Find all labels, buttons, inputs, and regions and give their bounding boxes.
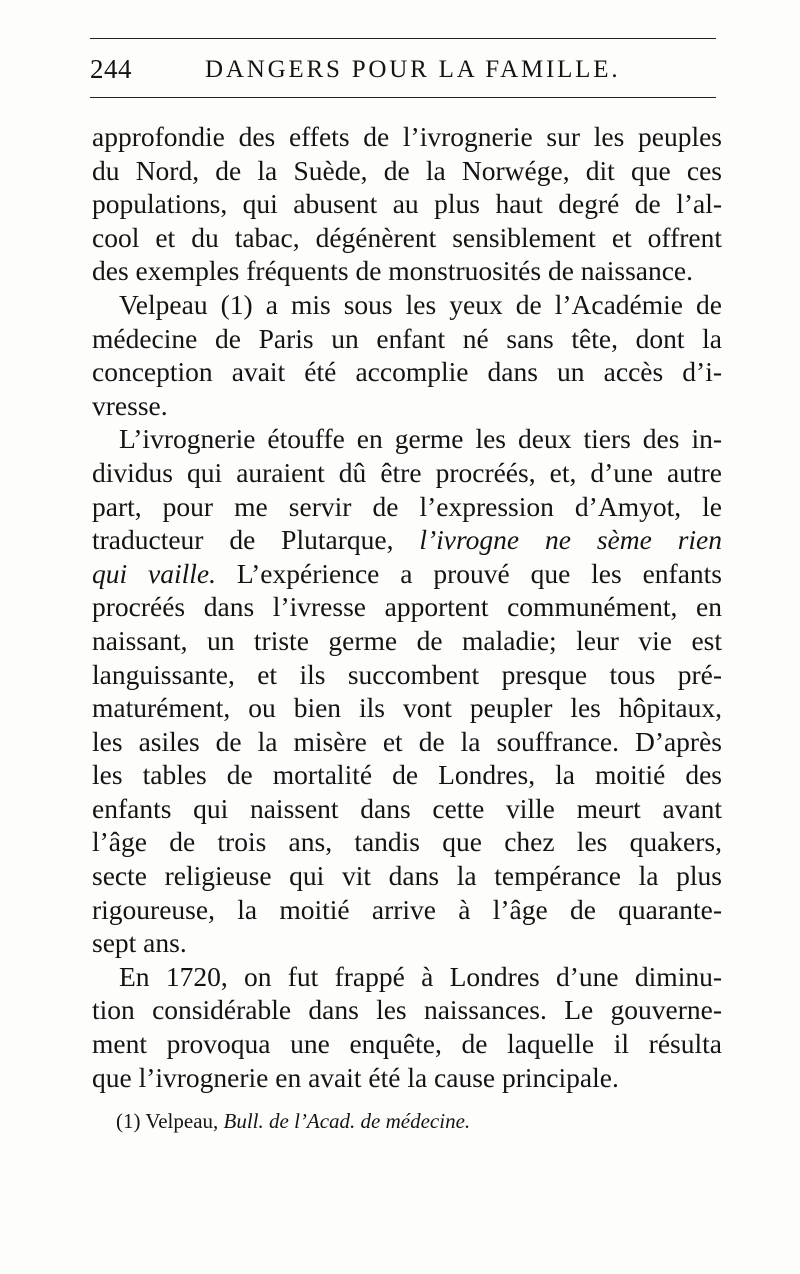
header-top-rule [90,38,716,39]
text-segment: enfants qui naissent dans cette ville meurt avant [92,792,722,824]
header-bottom-rule [90,97,716,98]
text-segment: populations, qui abusent au plus haut degré de l’al- [92,188,722,220]
text-segment: que l’ivrognerie en avait été la cause principale. [92,1061,619,1093]
footnote [116,1106,470,1136]
text-line [92,187,722,221]
text-segment: languissante, et ils succombent presque tous pré- [92,658,722,690]
text-line [92,792,722,826]
text-segment: traducteur de Plutarque, [92,524,420,556]
text-line [92,221,722,255]
body-text [92,120,722,1094]
text-segment: tion considérable dans les naissances. Le gouverne- [92,994,722,1026]
text-line [92,422,722,456]
text-line [92,322,722,356]
text-line [92,389,722,423]
text-segment: vresse. [92,389,168,421]
text-segment: les asiles de la misère et de la souffrance. D’après [92,725,722,757]
text-segment: naissant, un triste germe de maladie; leur vie est [92,624,722,656]
text-line [92,355,722,389]
text-line [92,624,722,658]
text-line [92,758,722,792]
italic-text: l’ivrogne ne sème rien [419,524,722,556]
text-segment: conception avait été accomplie dans un accès d’i- [92,356,722,388]
text-line [92,893,722,927]
italic-text: qui vaille. [92,557,216,589]
text-segment: ment provoqua une enquête, de laquelle il résulta [92,1028,722,1060]
text-line [92,154,722,188]
page-number: 244 [90,54,132,84]
text-segment: du Nord, de la Suède, de la Norwége, dit que ces [92,154,722,186]
footnote-source: Bull. de l’Acad. de médecine. [223,1109,471,1133]
text-line [92,825,722,859]
text-segment: procréés dans l’ivresse apportent communément, en [92,591,722,623]
text-segment: les tables de mortalité de Londres, la moitié des [92,759,722,791]
footnote-author: Velpeau, [145,1109,219,1133]
text-line [92,993,722,1027]
text-segment: sept ans. [92,927,187,959]
text-line [92,658,722,692]
text-line [92,120,722,154]
text-line [92,725,722,759]
text-segment: des exemples fréquents de monstruosités de naissance. [92,255,694,287]
running-title: DANGERS POUR LA FAMILLE. [205,56,621,83]
text-line [92,960,722,994]
text-segment: rigoureuse, la moitié arrive à l’âge de quarante- [92,893,722,925]
text-segment: dividus qui auraient dû être procréés, et, d’une autre [92,456,722,488]
text-line [92,1027,722,1061]
footnote-marker: (1) [116,1109,141,1133]
text-line [92,456,722,490]
text-segment: L’ivrognerie étouffe en germe les deux tiers des in- [119,423,722,455]
text-line [92,1061,722,1095]
text-segment: L’expérience a prouvé que les enfants [215,557,722,589]
text-segment: Velpeau (1) a mis sous les yeux de l’Académie de [119,288,722,320]
text-segment: médecine de Paris un enfant né sans tête, dont la [92,322,722,354]
text-segment: l’âge de trois ans, tandis que chez les quakers, [92,826,722,858]
text-segment: maturément, ou bien ils vont peupler les hôpitaux, [92,692,722,724]
text-line [92,523,722,557]
text-line [92,859,722,893]
text-line [92,590,722,624]
text-line [92,490,722,524]
text-line [92,254,722,288]
text-line [92,926,722,960]
text-line [92,557,722,591]
text-segment: part, pour me servir de l’expression d’Amyot, le [92,490,722,522]
text-line [92,691,722,725]
text-segment: cool et du tabac, dégénèrent sensiblement et offrent [92,221,722,253]
text-line [92,288,722,322]
text-segment: En 1720, on fut frappé à Londres d’une diminu- [119,960,722,992]
text-segment: approfondie des effets de l’ivrognerie sur les peuples [92,121,722,152]
text-segment: secte religieuse qui vit dans la tempérance la plus [92,860,722,892]
